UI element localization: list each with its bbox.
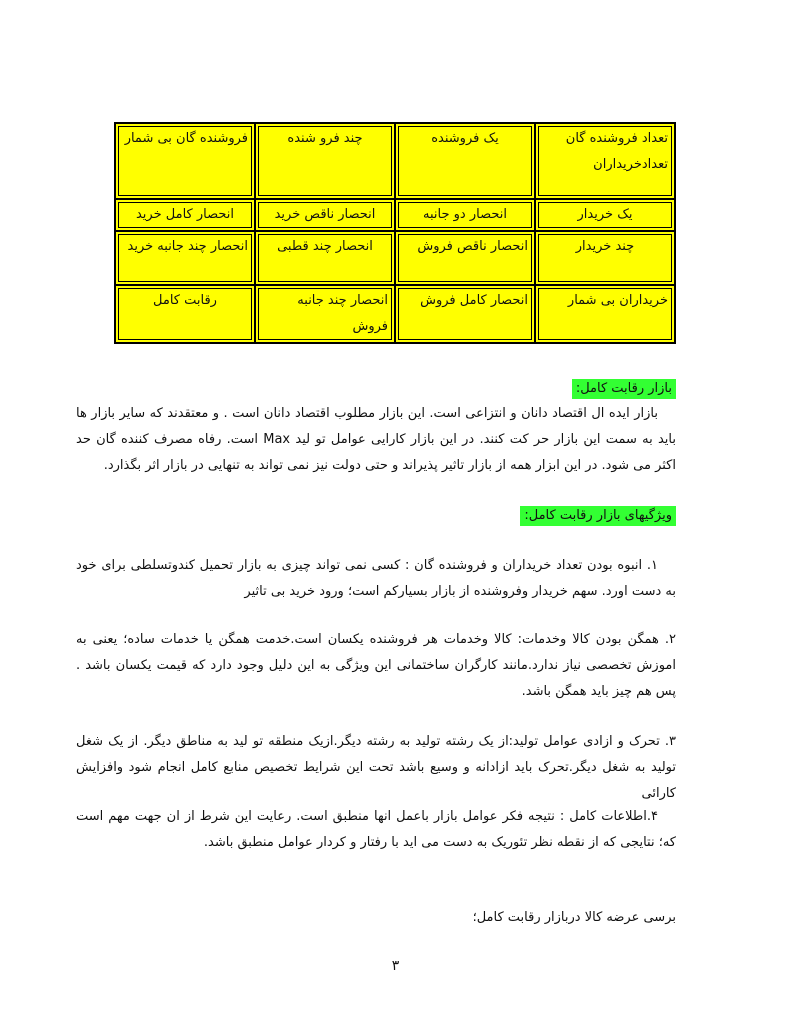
page-number: ۳ [391, 958, 400, 974]
market-structure-table [114, 122, 676, 344]
closing-line: برسی عرضه کالا دربازار رقابت کامل؛ [472, 910, 676, 925]
table-cell: انحصار ناقص فروش [396, 232, 534, 284]
feature-item-1 [76, 553, 676, 605]
section-heading-features: ویژگیهای بازار رقابت کامل: [520, 506, 676, 526]
table-cell: انحصار چند قطبی [256, 232, 394, 284]
table-cell: خریداران بی شمار [536, 286, 674, 342]
table-row [116, 200, 674, 230]
feature-item-2 [76, 627, 676, 705]
table-cell: انحصار دو جانبه [396, 200, 534, 230]
table-cell: انحصار چند جانبه خرید [116, 232, 254, 284]
feature-item-4 [76, 804, 676, 856]
paragraph-text: بازار ایده ال اقتصاد دانان و انتزاعی است. این بازار مطلوب اقتصاد دانان است . و معتقدند که سایر بازار ها باید به سمت این بازار حر کت کنند. در این بازار کارایی عوامل تو لید Max است. رفاه مصرف کننده گان حد اکثر می شود. در این ابزار همه از بازار تاثیر پذیراند و حتی دولت نیز نمی تواند به تنهایی در بازار اثر بگذارد. [76, 406, 676, 473]
table-cell: چند فرو شنده [256, 124, 394, 198]
table-cell: چند خریدار [536, 232, 674, 284]
table-cell: فروشنده گان بی شمار [116, 124, 254, 198]
table-cell: یک فروشنده [396, 124, 534, 198]
feature-item-3 [76, 729, 676, 807]
table-row [116, 286, 674, 342]
table-cell: رقابت کامل [116, 286, 254, 342]
feature-text: ۴.اطلاعات کامل : نتیجه فکر عوامل بازار باعمل انها منطبق است. رعایت این شرط از ان جهت مهم است که؛ نتایجی که از نقطه نظر تئوریک به دست می اید با رفتار و کردار عوامل منطبق باشد. [76, 809, 676, 850]
table-row [116, 232, 674, 284]
paragraph-intro [76, 401, 676, 479]
feature-text: ۲. همگن بودن کالا وخدمات: کالا وخدمات هر فروشنده یکسان است.خدمت همگن یا خدمات ساده؛ یعنی به اموزش تخصصی نیاز ندارد.مانند کارگران ساختمانی این ویژگی به این دلیل وجود دارد که قیمت یکسان باشد . پس هم چیز باید همگن باشد. [76, 632, 676, 699]
feature-text: ۳. تحرک و ازادی عوامل تولید:از یک رشته تولید به رشته دیگر.ازیک منطقه تو لید به مناطق دیگر. از یک شغل تولید به شغل دیگر.تحرک باید ازادانه و وسیع باشد تحت این شرایط تخصیص منابع کامل انجام شود وافزایش کارائی [76, 734, 676, 801]
feature-text: ۱. انبوه بودن تعداد خریداران و فروشنده گان : کسی نمی تواند چیزی به بازار تحمیل کندوتسلطی برای خود به دست اورد. سهم خریدار وفروشنده از بازار بسیارکم است؛ ورود خرید بی تاثیر [76, 558, 676, 599]
table-cell: انحصار کامل فروش [396, 286, 534, 342]
table-row [116, 124, 674, 198]
table-cell: انحصار کامل خرید [116, 200, 254, 230]
section-heading-perfect-competition: بازار رقابت کامل: [572, 379, 676, 399]
table-cell: یک خریدار [536, 200, 674, 230]
table-cell: انحصار ناقص خرید [256, 200, 394, 230]
table-cell: تعداد فروشنده گان تعدادخریداران [536, 124, 674, 198]
table-cell: انحصار چند جانبه فروش [256, 286, 394, 342]
